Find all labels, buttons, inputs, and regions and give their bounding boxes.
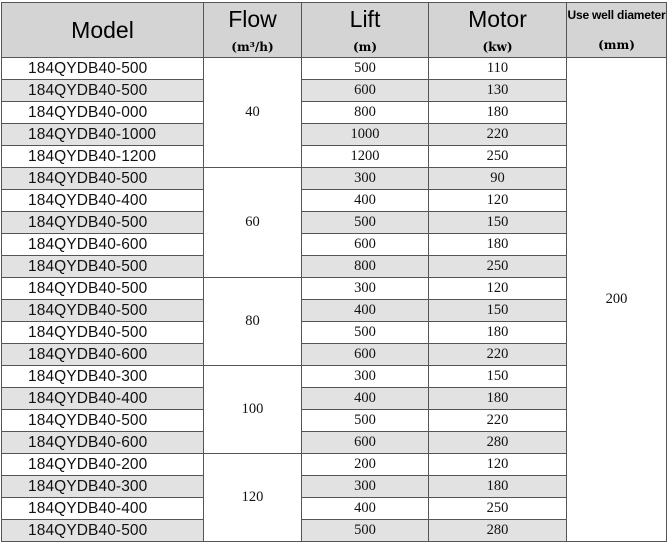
model-cell: 184QYDB40-300 [2, 366, 204, 388]
lift-cell: 800 [302, 256, 429, 278]
lift-cell: 400 [302, 190, 429, 212]
model-cell: 184QYDB40-500 [2, 212, 204, 234]
motor-cell: 280 [429, 520, 567, 542]
lift-cell: 1000 [302, 124, 429, 146]
motor-cell: 90 [429, 168, 567, 190]
model-cell: 184QYDB40-500 [2, 278, 204, 300]
lift-cell: 400 [302, 388, 429, 410]
lift-cell: 300 [302, 278, 429, 300]
motor-cell: 180 [429, 322, 567, 344]
motor-cell: 150 [429, 212, 567, 234]
model-cell: 184QYDB40-500 [2, 520, 204, 542]
header-well-diameter-unit: (mm) [598, 38, 635, 52]
lift-cell: 200 [302, 454, 429, 476]
motor-cell: 130 [429, 80, 567, 102]
lift-cell: 500 [302, 520, 429, 542]
header-well-diameter [567, 3, 667, 58]
pump-spec-table [1, 2, 667, 542]
lift-cell: 500 [302, 410, 429, 432]
well-diameter-cell: 200 [567, 58, 667, 542]
motor-cell: 220 [429, 410, 567, 432]
flow-cell: 40 [204, 58, 302, 168]
header-motor-label: Motor [468, 5, 527, 32]
model-cell: 184QYDB40-500 [2, 58, 204, 80]
flow-cell: 80 [204, 278, 302, 366]
header-motor-unit: (kw) [482, 39, 513, 54]
header-well-diameter-label: Use well diameter [567, 8, 666, 22]
model-cell: 184QYDB40-1000 [2, 124, 204, 146]
motor-cell: 250 [429, 256, 567, 278]
header-lift-unit: (m) [352, 39, 378, 54]
motor-cell: 150 [429, 300, 567, 322]
motor-cell: 250 [429, 498, 567, 520]
table-body [2, 58, 667, 542]
header-lift-label: Lift [349, 5, 381, 32]
motor-cell: 280 [429, 432, 567, 454]
header-flow-label: Flow [228, 5, 277, 32]
motor-cell: 180 [429, 476, 567, 498]
motor-cell: 220 [429, 344, 567, 366]
motor-cell: 150 [429, 366, 567, 388]
table-header [2, 3, 667, 58]
model-cell: 184QYDB40-500 [2, 410, 204, 432]
lift-cell: 300 [302, 476, 429, 498]
header-motor [429, 3, 567, 58]
lift-cell: 500 [302, 58, 429, 80]
motor-cell: 120 [429, 454, 567, 476]
lift-cell: 600 [302, 234, 429, 256]
lift-cell: 1200 [302, 146, 429, 168]
motor-cell: 180 [429, 234, 567, 256]
header-flow-unit: (m³/h) [231, 39, 274, 54]
lift-cell: 400 [302, 498, 429, 520]
motor-cell: 120 [429, 278, 567, 300]
lift-cell: 300 [302, 366, 429, 388]
motor-cell: 180 [429, 102, 567, 124]
lift-cell: 300 [302, 168, 429, 190]
lift-cell: 400 [302, 300, 429, 322]
model-cell: 184QYDB40-000 [2, 102, 204, 124]
model-cell: 184QYDB40-500 [2, 168, 204, 190]
model-cell: 184QYDB40-1200 [2, 146, 204, 168]
header-row [2, 3, 667, 58]
lift-cell: 800 [302, 102, 429, 124]
header-model [2, 3, 204, 58]
model-cell: 184QYDB40-400 [2, 498, 204, 520]
model-cell: 184QYDB40-600 [2, 234, 204, 256]
lift-cell: 500 [302, 322, 429, 344]
flow-cell: 100 [204, 366, 302, 454]
header-lift [302, 3, 429, 58]
motor-cell: 120 [429, 190, 567, 212]
model-cell: 184QYDB40-300 [2, 476, 204, 498]
header-flow [204, 3, 302, 58]
lift-cell: 600 [302, 432, 429, 454]
model-cell: 184QYDB40-600 [2, 432, 204, 454]
motor-cell: 250 [429, 146, 567, 168]
header-model-label: Model [71, 16, 134, 43]
motor-cell: 110 [429, 58, 567, 80]
motor-cell: 180 [429, 388, 567, 410]
model-cell: 184QYDB40-600 [2, 344, 204, 366]
lift-cell: 600 [302, 80, 429, 102]
model-cell: 184QYDB40-500 [2, 256, 204, 278]
model-cell: 184QYDB40-500 [2, 80, 204, 102]
flow-cell: 120 [204, 454, 302, 542]
lift-cell: 600 [302, 344, 429, 366]
model-cell: 184QYDB40-400 [2, 388, 204, 410]
model-cell: 184QYDB40-200 [2, 454, 204, 476]
model-cell: 184QYDB40-500 [2, 300, 204, 322]
flow-cell: 60 [204, 168, 302, 278]
lift-cell: 500 [302, 212, 429, 234]
table-row [2, 58, 667, 80]
motor-cell: 220 [429, 124, 567, 146]
model-cell: 184QYDB40-400 [2, 190, 204, 212]
model-cell: 184QYDB40-500 [2, 322, 204, 344]
